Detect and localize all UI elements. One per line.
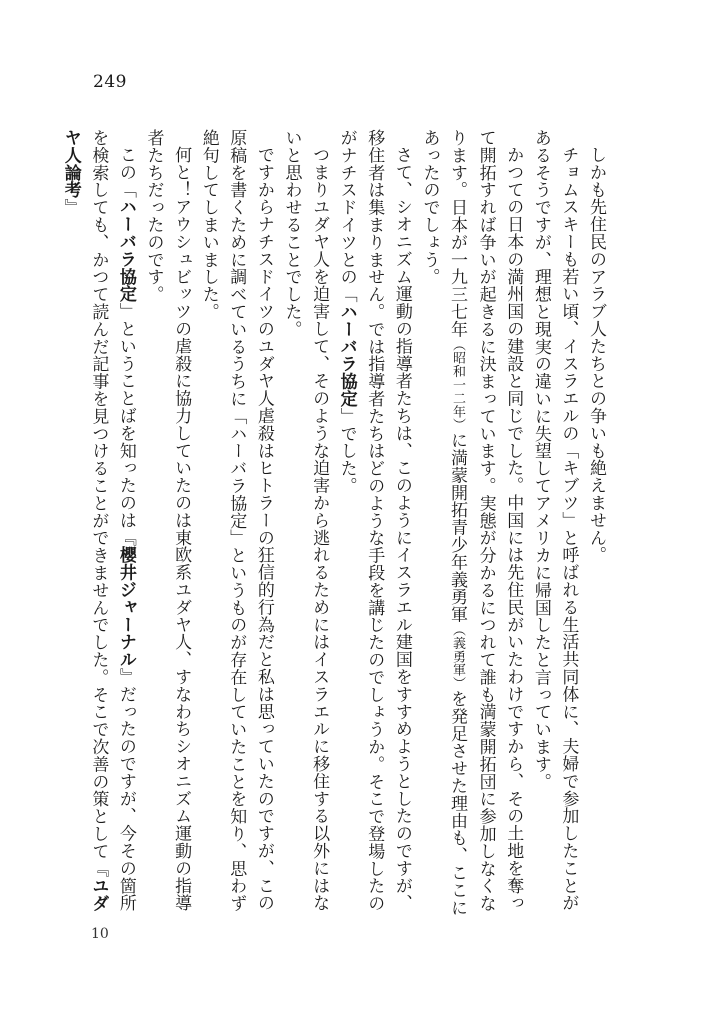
paragraph: [194, 129, 277, 919]
paragraph-text: 何と！アウシュビッツの虐殺に協力していたのは東欧系ユダヤ人、すなわちシオニズム運動の指導者たちだったのです。: [143, 129, 192, 912]
paragraph-text: 』だったのですが、今その箇所を検索しても、かつて読んだ記事を見つけることができませんでした。そこで次善の策として『: [88, 129, 136, 912]
page-number-top: 249: [93, 72, 127, 92]
emphasized-term: ユダヤ人論考: [60, 129, 109, 913]
annotation-text: （昭和一二年）: [450, 337, 466, 432]
paragraph-text: ですからナチスドイツのユダヤ人虐殺はヒトラーの狂信的行為だと私は思っていたのですが、この原稿を書くために調べているうちに「ハーバラ協定」というものが存在していたことを知り、思わず絶句してしまいました。: [198, 129, 274, 912]
paragraph-text: に満蒙開拓青少年義勇軍: [447, 431, 468, 624]
paragraph-text: チョムスキーも若い頃、イスラエルの「キブツ」と呼ばれる生活共同体に、夫婦で参加したことがあるそうですが、理想と現実の違いに失望してアメリカに帰国したと言っています。: [530, 129, 579, 912]
paragraph-text: 」ということばを知ったのは『: [115, 302, 136, 547]
paragraph: [581, 129, 609, 919]
annotation-text: （義勇軍）: [450, 623, 466, 691]
paragraph: [277, 129, 332, 919]
paragraph-text: 」でした。: [336, 407, 357, 495]
paragraph-text: この「: [115, 146, 136, 199]
emphasized-term: ハーバラ協定: [336, 303, 357, 408]
paragraph: [139, 129, 194, 919]
paragraph-text: かつての日本の満州国の建設と同じでした。中国には先住民がいたわけですから、その土地を奪って開拓すれば争いが起きるに決まっています。実態が分かるにつれて誰も満蒙開拓団に参加しなくなります。日本が一九三七年: [447, 129, 524, 912]
paragraph: [415, 129, 526, 919]
paragraph-text: を発足させた理由も、ここにあったのでしょう。: [419, 129, 468, 917]
body-text: [56, 129, 609, 919]
paragraph: [332, 129, 415, 919]
paragraph-text: つまりユダヤ人を迫害して、そのような迫害から逃れるためにはイスラエルに移住する以外にはないと思わせることでした。: [281, 129, 330, 912]
emphasized-term: ハーバラ協定: [115, 198, 136, 303]
emphasized-term: 櫻井ジャーナル: [115, 546, 136, 669]
paragraph-text: 』: [60, 198, 81, 217]
page-number-bottom: 10: [91, 926, 109, 942]
paragraph-text: しかも先住民のアラブ人たちとの争いも絶えません。: [586, 146, 606, 564]
paragraph: [56, 129, 139, 919]
paragraph: [526, 129, 581, 919]
paragraph-text: さて、シオニズム運動の指導者たちは、このようにイスラエル建国をすすめようとしたのですが、移住者は集まりません。では指導者たちはどのような手段を講じたのでしょうか。そこで登場したのがナチスドイツとの「: [336, 129, 412, 912]
